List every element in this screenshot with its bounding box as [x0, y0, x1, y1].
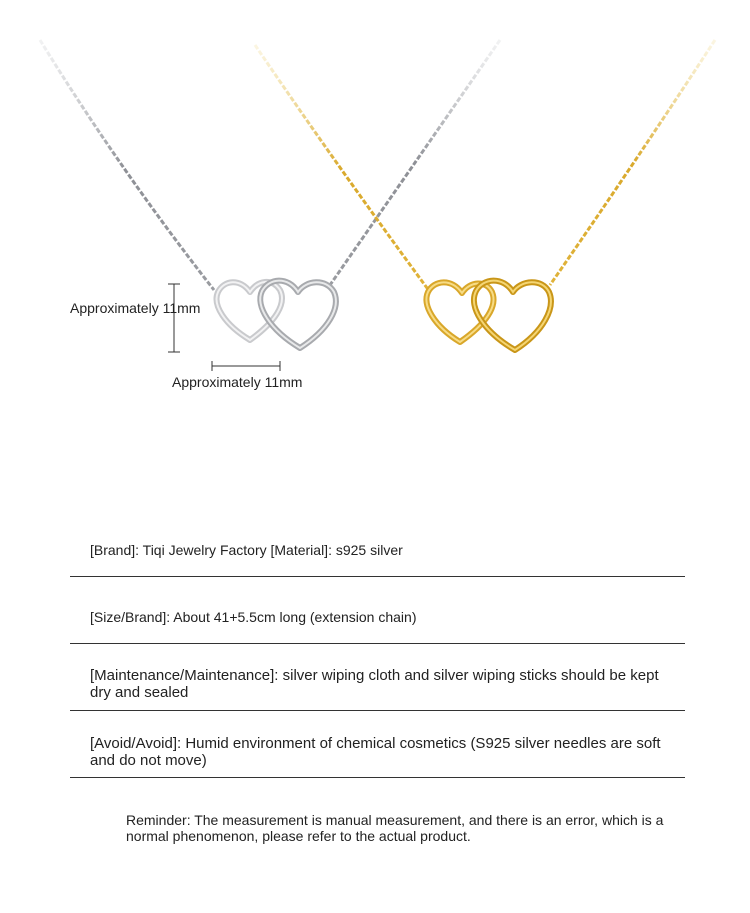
- vertical-dimension-marker: [168, 284, 180, 352]
- spec-row-brand: [70, 530, 685, 577]
- spec-text-avoid: [Avoid/Avoid]: Humid environment of chemical cosmetics (S925 silver needles are soft and do not move): [90, 735, 661, 769]
- silver-heart-pendant: [217, 281, 336, 348]
- spec-row-maintenance: [70, 644, 685, 711]
- spec-text-size: [Size/Brand]: About 41+5.5cm long (extension chain): [90, 609, 417, 625]
- spec-text-maintenance: [Maintenance/Maintenance]: silver wiping cloth and silver wiping sticks should be kept dry and sealed: [90, 667, 659, 701]
- horizontal-dimension-marker: [212, 361, 280, 371]
- spec-row-size: [70, 577, 685, 644]
- gold-heart-pendant: [426, 281, 550, 350]
- reminder-note: Reminder: The measurement is manual measurement, and there is an error, which is a normal phenomenon, please refer to the actual product.: [126, 812, 664, 844]
- silver-chain: [40, 40, 500, 290]
- spec-row-avoid: [70, 711, 685, 778]
- gold-chain: [255, 40, 715, 292]
- vertical-dimension-label: Approximately 11mm: [70, 300, 201, 316]
- horizontal-dimension-label: Approximately 11mm: [172, 374, 303, 390]
- spec-text-brand: [Brand]: Tiqi Jewelry Factory [Material]: s925 silver: [90, 542, 403, 558]
